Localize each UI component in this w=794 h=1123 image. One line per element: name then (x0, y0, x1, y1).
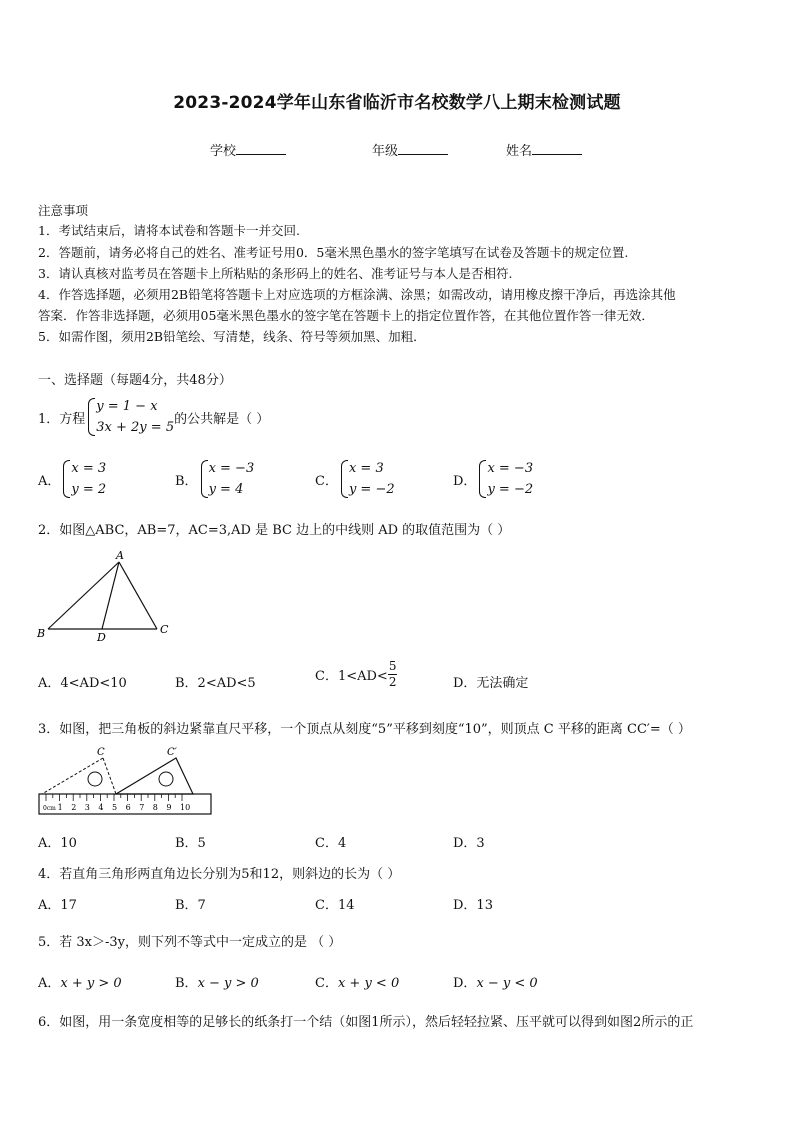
notice-item: 1．考试结束后，请将本试卷和答题卡一并交回. (38, 223, 300, 238)
option-eq: y = 2 (71, 482, 107, 497)
q1-prefix: 1．方程 (38, 411, 86, 427)
q2-option-c (315, 659, 397, 690)
ruler-label: 0cm (43, 805, 56, 812)
option-eq: y = −2 (348, 482, 395, 497)
notice-item: 2．答题前，请务必将自己的姓名、准考证号用0．5毫米黑色墨水的签字笔填写在试卷及答题卡的规定位置. (38, 245, 629, 260)
q3-option-d: D．3 (453, 836, 485, 851)
ruler-label: 7 (139, 803, 145, 812)
grade-field (372, 140, 448, 159)
q1-eq2: 3x + 2y = 5 (96, 420, 175, 435)
q2-triangle-figure (34, 548, 184, 644)
q3-option-c: C．4 (315, 836, 347, 851)
question-4: 4．若直角三角形两直角边长分别为5和12，则斜边的长为（ ） (38, 867, 401, 882)
option-label: D． (453, 976, 477, 991)
q5-option-b (175, 972, 259, 991)
q1-option-b (175, 458, 254, 500)
q1-eq1: y = 1 − x (96, 399, 158, 414)
q2-option-d: D．无法确定 (453, 676, 529, 691)
point-label-c-prime: C′ (167, 747, 177, 758)
option-system (478, 458, 533, 500)
ruler-ticks (43, 794, 190, 812)
page-title: 2023-2024学年山东省临沂市名校数学八上期末检测试题 (173, 93, 621, 113)
q1-equation-system (87, 396, 174, 438)
option-expr: x + y < 0 (337, 976, 400, 991)
ruler-label: 8 (152, 803, 158, 812)
question-1 (38, 396, 269, 438)
ruler-label: 9 (166, 803, 172, 812)
option-expr: x − y < 0 (476, 976, 538, 991)
q4-option-a: A．17 (38, 898, 77, 913)
notice-heading: 注意事项 (38, 203, 89, 218)
segment-ac (119, 562, 157, 629)
fraction (388, 659, 398, 690)
option-label: B． (175, 976, 198, 991)
option-eq: x = −3 (208, 461, 255, 476)
ruler-label: 10 (180, 803, 191, 812)
ruler-label: 4 (98, 803, 104, 812)
question-6: 6．如图，用一条宽度相等的足够长的纸条打一个结（如图1所示），然后轻轻拉紧、压平就可以得到如图2所示的正 (38, 1015, 694, 1030)
notice-item: 4．作答选择题，必须用2B铅笔将答题卡上对应选项的方框涂满、涂黑；如需改动，请用橡皮擦干净后，再选涂其他 (38, 287, 676, 302)
question-2: 2．如图△ABC，AB=7，AC=3,AD 是 BC 边上的中线则 AD 的取值范围为（ ） (38, 523, 511, 538)
name-blank (532, 142, 582, 155)
q1-option-a (38, 458, 106, 500)
option-text: C．1<AD< (315, 669, 388, 684)
ruler-label: 2 (71, 803, 77, 812)
name-field (506, 140, 582, 159)
option-label: C． (315, 976, 338, 991)
q1-suffix: 的公共解是（ ） (174, 411, 270, 427)
option-expr: x − y > 0 (197, 976, 259, 991)
vertex-label-b: B (37, 627, 46, 640)
q1-option-c (315, 458, 395, 500)
q1-option-d (453, 458, 533, 500)
option-system (340, 458, 395, 500)
option-eq: y = 4 (208, 482, 244, 497)
q3-option-a: A．10 (38, 836, 77, 851)
segment-ad (102, 562, 119, 629)
option-label: C． (315, 473, 338, 489)
option-label: B． (175, 473, 198, 489)
ruler-label: 3 (84, 803, 90, 812)
triangle-solid (116, 758, 193, 794)
q4-option-c: C．14 (315, 898, 355, 913)
segment-ab (48, 562, 119, 629)
q5-option-a (38, 972, 122, 991)
name-label: 姓名 (506, 144, 533, 159)
school-field (210, 140, 286, 159)
option-eq: x = 3 (71, 461, 107, 476)
vertex-label-a: A (116, 549, 124, 562)
q2-option-b: B．2<AD<5 (175, 676, 256, 691)
q4-option-b: B．7 (175, 898, 206, 913)
triangle-hole-circle (159, 772, 173, 786)
option-eq: x = −3 (487, 461, 534, 476)
vertex-label-c: C (160, 623, 169, 636)
option-eq: y = −2 (487, 482, 534, 497)
section-heading: 一、选择题（每题4分，共48分） (38, 373, 232, 388)
numerator: 5 (388, 659, 397, 673)
school-label: 学校 (210, 144, 237, 159)
question-5: 5．若 3x＞-3y，则下列不等式中一定成立的是 （ ） (38, 935, 342, 950)
ruler-label: 6 (125, 803, 131, 812)
triangle-dashed-edge (42, 758, 103, 794)
question-3: 3．如图，把三角板的斜边紧靠直尺平移，一个顶点从刻度“5”平移到刻度“10”，则顶点 C 平移的距离 CC′=（ ） (38, 722, 691, 737)
notice-item: 5．如需作图，须用2B铅笔绘、写清楚，线条、符号等须加黑、加粗． (38, 329, 426, 344)
option-eq: x = 3 (348, 461, 384, 476)
option-label: D． (453, 473, 477, 489)
option-label: A． (38, 976, 61, 991)
ruler-label: 1 (57, 803, 63, 812)
option-system (62, 458, 106, 500)
q5-option-c (315, 972, 399, 991)
option-expr: x + y > 0 (60, 976, 122, 991)
notice-item: 答案．作答非选择题，必须用05毫米黑色墨水的签字笔在答题卡上的指定位置作答，在其他位置作答一律无效． (38, 308, 654, 323)
vertex-label-d: D (97, 631, 106, 644)
q3-option-b: B．5 (175, 836, 206, 851)
ruler-label: 5 (112, 803, 118, 812)
grade-label: 年级 (372, 144, 399, 159)
q5-option-d (453, 972, 538, 991)
triangle-dashed-edge (103, 758, 116, 794)
option-label: A． (38, 473, 61, 489)
denominator: 2 (388, 675, 397, 689)
q4-option-d: D．13 (453, 898, 493, 913)
q2-option-a: A．4<AD<10 (38, 676, 127, 691)
school-blank (236, 142, 286, 155)
option-system (200, 458, 255, 500)
q3-ruler-figure (36, 744, 216, 818)
grade-blank (398, 142, 448, 155)
point-label-c: C (97, 747, 105, 758)
notice-item: 3．请认真核对监考员在答题卡上所粘贴的条形码上的姓名、准考证号与本人是否相符. (38, 266, 513, 281)
triangle-hole-circle (88, 772, 102, 786)
